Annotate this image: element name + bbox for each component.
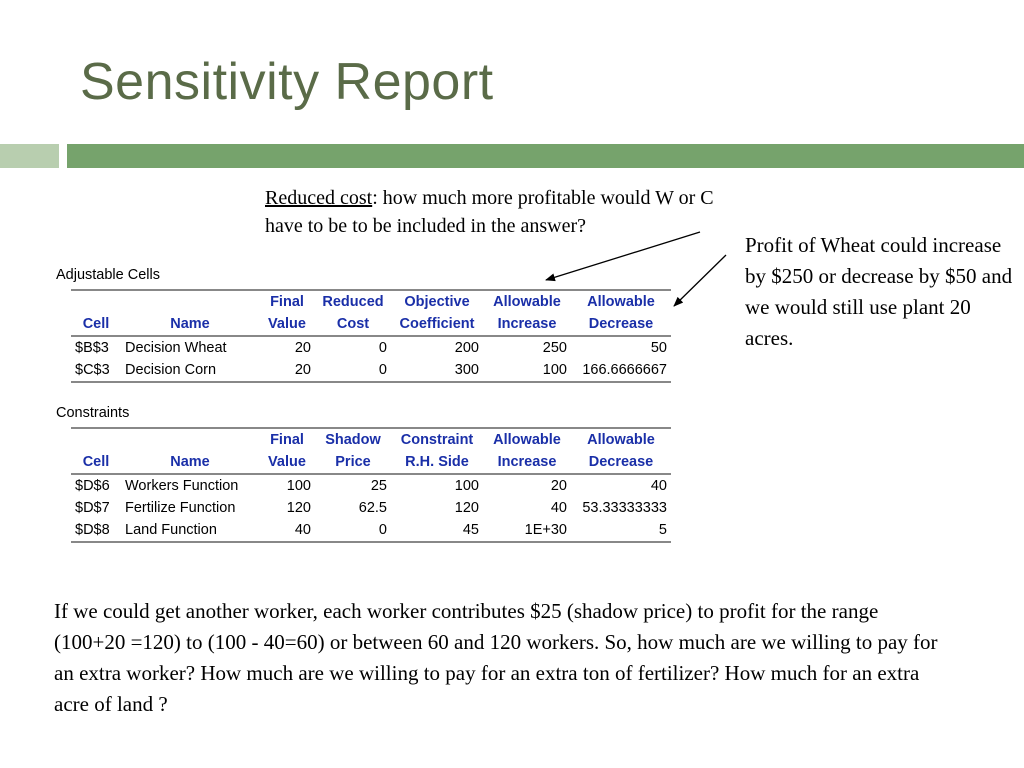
table-row <box>71 474 671 497</box>
worker-shadow-price-note: If we could get another worker, each worker contributes $25 (shadow price) to profit for the range (100+20 =120) to (100 - 40=60) or between 60 and 120 workers. So, how much are we willing to pay for an extra worker? How much are we willing to pay for an extra ton of fertilizer? How much for an extra acre of land ? <box>54 599 938 716</box>
table-row <box>71 519 671 542</box>
column-header: Name <box>121 451 259 474</box>
reduced-cost-term: Reduced cost <box>265 187 373 209</box>
column-header: R.H. Side <box>391 451 483 474</box>
table-cell: 20 <box>550 478 567 494</box>
table-cell: $D$8 <box>71 519 121 542</box>
column-header-top <box>71 290 121 313</box>
table-cell: 5 <box>571 519 671 542</box>
table-cell: 0 <box>315 519 391 542</box>
table-cell: 0 <box>315 359 391 382</box>
adjustable-cells-table <box>71 289 671 383</box>
profit-arrow <box>674 255 726 306</box>
table-cell: 200 <box>454 340 479 356</box>
column-header: Cell <box>71 451 121 474</box>
column-header-top <box>71 428 121 451</box>
column-header: Name <box>121 313 259 336</box>
table-cell: 25 <box>370 478 387 494</box>
reduced-cost-arrow <box>546 232 700 280</box>
table-cell: Fertilize Function <box>125 500 236 516</box>
constraints-table <box>71 427 671 543</box>
table-cell: 1E+30 <box>483 519 571 542</box>
table-cell: 100 <box>483 359 571 382</box>
table-cell: 53.33333333 <box>582 500 667 516</box>
table-cell: $D$7 <box>75 500 110 516</box>
table-cell: 0 <box>378 340 387 356</box>
table-cell: Decision Corn <box>121 359 259 382</box>
column-header: Cost <box>315 313 391 336</box>
page-title: Sensitivity Report <box>80 53 494 111</box>
table-cell: 50 <box>650 340 667 356</box>
column-header: Decrease <box>571 451 671 474</box>
table-cell: 300 <box>391 359 483 382</box>
table-cell: Workers Function <box>125 478 239 494</box>
column-header: Value <box>259 451 315 474</box>
column-header: Cell <box>71 313 121 336</box>
column-header-top: Shadow <box>315 428 391 451</box>
table-cell: 40 <box>650 478 667 494</box>
column-header-top: Reduced <box>315 290 391 313</box>
table-cell: $C$3 <box>71 359 121 382</box>
table-cell: 40 <box>259 519 315 542</box>
column-header: Increase <box>483 451 571 474</box>
column-header: Coefficient <box>391 313 483 336</box>
column-header-top: Constraint <box>391 428 483 451</box>
table-cell: 120 <box>454 500 479 516</box>
column-header-top: Objective <box>391 290 483 313</box>
column-header-top <box>121 290 259 313</box>
column-header: Value <box>259 313 315 336</box>
column-header-top: Allowable <box>483 290 571 313</box>
column-header: Price <box>315 451 391 474</box>
reduced-cost-text: : how much more profitable would W or C have to be to be included in the answer? <box>265 187 714 237</box>
table-cell: 250 <box>542 340 567 356</box>
table-cell: 100 <box>286 478 311 494</box>
table-cell: 40 <box>550 500 567 516</box>
table-row <box>71 336 671 359</box>
table-cell: 20 <box>259 359 315 382</box>
column-header: Increase <box>483 313 571 336</box>
column-header-top: Allowable <box>571 290 671 313</box>
table-cell: Land Function <box>121 519 259 542</box>
column-header-top: Final <box>259 290 315 313</box>
adjustable-cells-label: Adjustable Cells <box>56 267 160 283</box>
column-header-top: Allowable <box>483 428 571 451</box>
column-header-top <box>121 428 259 451</box>
table-cell: Decision Wheat <box>125 340 227 356</box>
column-header-top: Final <box>259 428 315 451</box>
table-cell: 45 <box>391 519 483 542</box>
table-cell: 20 <box>294 340 311 356</box>
table-cell: 62.5 <box>358 500 387 516</box>
table-cell: 100 <box>454 478 479 494</box>
table-cell: 166.6666667 <box>571 359 671 382</box>
table-cell: $D$6 <box>75 478 110 494</box>
constraints-label: Constraints <box>56 405 130 421</box>
profit-note: Profit of Wheat could increase by $250 or decrease by $50 and we would still use plant 20 acres. <box>745 233 1013 350</box>
table-cell: 120 <box>286 500 311 516</box>
column-header-top: Allowable <box>571 428 671 451</box>
table-row <box>71 497 671 519</box>
table-row <box>71 359 671 382</box>
table-cell: $B$3 <box>75 340 109 356</box>
column-header: Decrease <box>571 313 671 336</box>
